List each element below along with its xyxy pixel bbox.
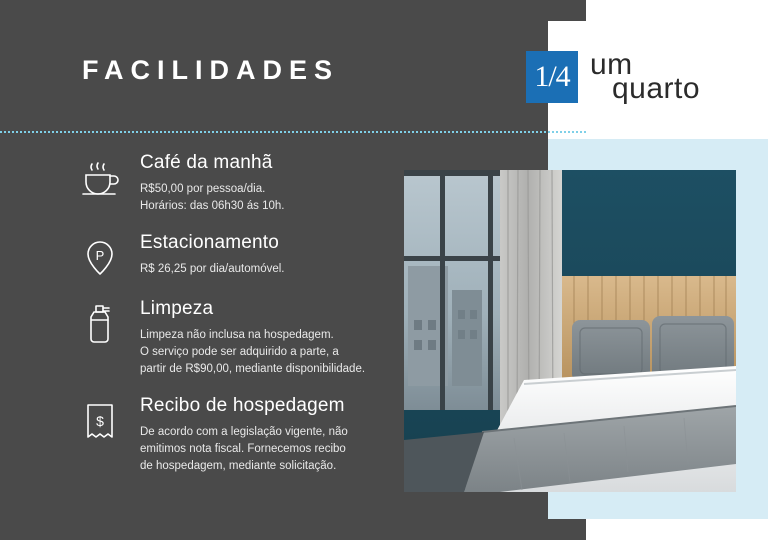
- desc-line: R$ 26,25 por dia/automóvel.: [140, 263, 285, 276]
- list-item-title: Café da manhã: [140, 152, 273, 173]
- desc-line: Horários: das 06h30 ás 10h.: [140, 199, 285, 212]
- desc-line: R$50,00 por pessoa/dia.: [140, 183, 266, 195]
- list-item-title: Limpeza: [140, 298, 214, 320]
- coffee-cup-icon: [60, 152, 140, 200]
- spray-bottle-icon: [60, 298, 140, 346]
- logo-fraction-mark: [526, 51, 578, 103]
- svg-text:P: P: [95, 248, 105, 264]
- brand-logo: [526, 50, 700, 104]
- brand-name-line1: um: [590, 48, 633, 81]
- desc-line: De acordo com a legislação vigente, não: [140, 426, 348, 439]
- list-item-title: Estacionamento: [140, 232, 280, 254]
- brand-name: [590, 50, 700, 104]
- logo-fraction-text: 1/4: [534, 60, 570, 93]
- parking-pin-icon: [60, 232, 140, 280]
- dotted-divider: [0, 131, 586, 133]
- desc-line: de hospedagem, mediante solicitação.: [140, 459, 337, 472]
- hotel-bedroom-photo: [404, 170, 736, 492]
- brand-name-line2: quarto: [612, 72, 701, 105]
- list-item-title: Recibo de hospedagem: [140, 395, 345, 417]
- desc-line: emitimos nota fiscal. Fornecemos recibo: [140, 443, 346, 456]
- page-title: FACILIDADES: [82, 55, 340, 85]
- desc-line: Limpeza não inclusa na hospedagem.: [140, 329, 334, 342]
- desc-line: partir de R$90,00, mediante disponibilidade.: [140, 362, 366, 375]
- svg-text:$: $: [96, 413, 104, 430]
- receipt-money-icon: [60, 395, 140, 443]
- desc-line: O serviço pode ser adquirido a parte, a: [140, 346, 339, 359]
